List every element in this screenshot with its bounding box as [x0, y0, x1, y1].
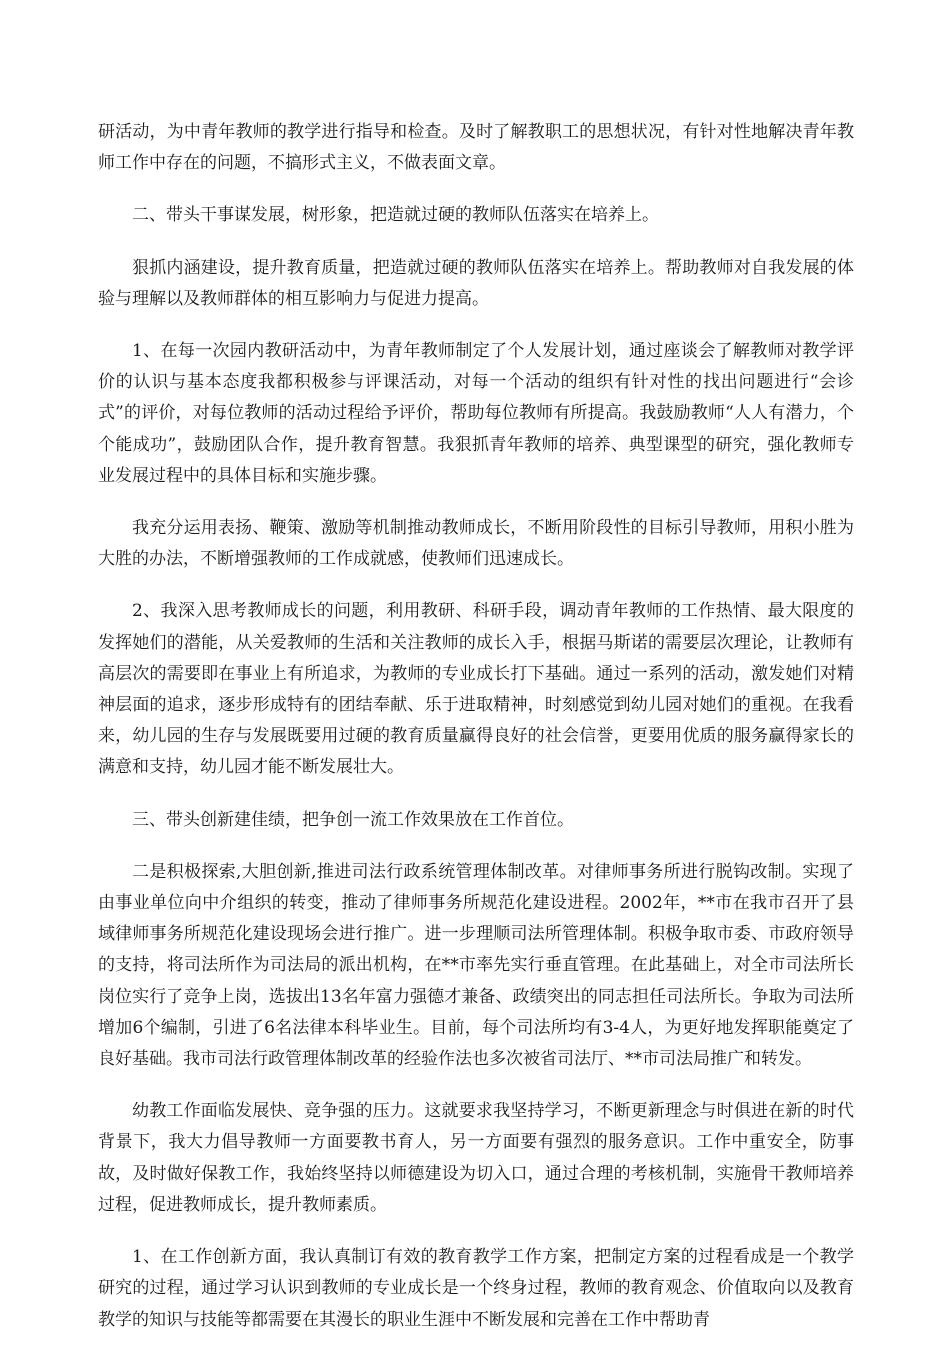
paragraph: 2、我深入思考教师成长的问题，利用教研、科研手段，调动青年教师的工作热情、最大限度的发挥她们的潜能，从关爱教师的生活和关注教师的成长入手，根据马斯诺的需要层次理论，让教师有高层次的需要即在事业上有所追求，为教师的专业成长打下基础。通过一系列的活动，激发她们对精神层面的追求，逐步形成特有的团结奉献、乐于进取精神，时刻感觉到幼儿园对她们的重视。在我看来，幼儿园的生存与发展既要用过硬的教育质量赢得良好的社会信誉，更要用优质的服务赢得家长的满意和支持，幼儿园才能不断发展壮大。 [98, 601, 854, 778]
paragraph: 狠抓内涵建设，提升教育质量，把造就过硬的教师队伍落实在培养上。帮助教师对自我发展的体验与理解以及教师群体的相互影响力与促进力提高。 [98, 257, 854, 309]
paragraph: 二是积极探索,大胆创新,推进司法行政系统管理体制改革。对律师事务所进行脱钩改制。实现了由事业单位向中介组织的转变，推动了律师事务所规范化建设进程。2002年，**市在我市召开了县域律师事务所规范化建设现场会进行推广。进一步理顺司法所管理体制。积极争取市委、市政府领导的支持，将司法所作为司法局的派出机构，在**市率先实行垂直管理。在此基础上，对全市司法所长岗位实行了竞争上岗，选拔出13名年富力强德才兼备、政绩突出的同志担任司法所长。争取为司法所增加6个编制，引进了6名法律本科毕业生。目前，每个司法所均有3-4人，为更好地发挥职能奠定了良好基础。我市司法行政管理体制改革的经验作法也多次被省司法厅、**市司法局推广和转发。 [98, 861, 854, 1070]
paragraph: 1、在每一次园内教研活动中，为青年教师制定了个人发展计划，通过座谈会了解教师对教学评价的认识与基本态度我都积极参与评课活动，对每一个活动的组织有针对性的找出问题进行“会诊式”的评价，对每位教师的活动过程给予评价，帮助每位教师有所提高。我鼓励教师“人人有潜力，个个能成功”，鼓励团队合作，提升教育智慧。我狠抓青年教师的培养、典型课型的研究，强化教师专业发展过程中的具体目标和实施步骤。 [98, 341, 854, 486]
paragraph: 幼教工作面临发展快、竞争强的压力。这就要求我坚持学习，不断更新理念与时俱进在新的时代背景下，我大力倡导教师一方面要教书育人，另一方面要有强烈的服务意识。工作中重安全，防事故，及时做好保教工作，我始终坚持以师德建设为切入口，通过合理的考核机制，实施骨干教师培养过程，促进教师成长，提升教师素质。 [98, 1101, 854, 1215]
document-page [98, 117, 854, 1357]
section-heading-2: 二、带头干事谋发展，树形象，把造就过硬的教师队伍落实在培养上。 [132, 205, 659, 226]
paragraph: 1、在工作创新方面，我认真制订有效的教育教学工作方案，把制定方案的过程看成是一个教学研究的过程，通过学习认识到教师的专业成长是一个终身过程，教师的教育观念、价值取向以及教育教学的知识与技能等都需要在其漫长的职业生涯中不断发展和完善在工作中帮助青 [98, 1247, 854, 1330]
section-heading-3: 三、带头创新建佳绩，把争创一流工作效果放在工作首位。 [132, 809, 574, 830]
paragraph-continuation: 研活动，为中青年教师的教学进行指导和检查。及时了解教职工的思想状况，有针对性地解决青年教师工作中存在的问题，不搞形式主义，不做表面文章。 [98, 122, 854, 174]
paragraph: 我充分运用表扬、鞭策、激励等机制推动教师成长，不断用阶段性的目标引导教师，用积小胜为大胜的办法，不断增强教师的工作成就感，使教师们迅速成长。 [98, 518, 854, 570]
